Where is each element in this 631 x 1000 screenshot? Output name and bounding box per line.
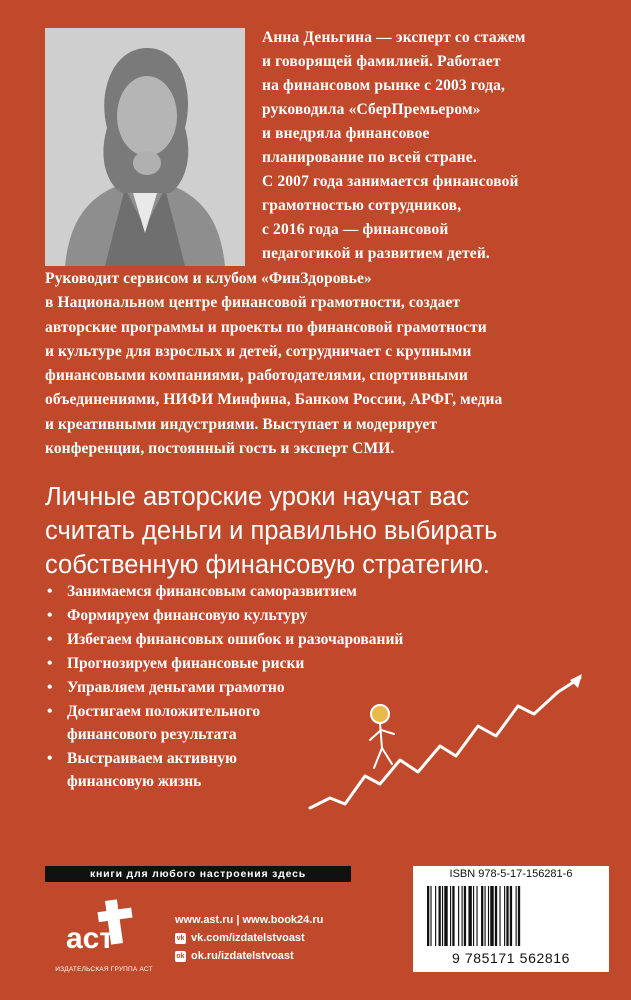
bio-line: на финансовом рынке с 2003 года, — [262, 77, 506, 94]
barcode-bar — [468, 886, 471, 946]
bullet-icon: • — [47, 703, 53, 720]
tagline — [45, 480, 615, 582]
list-item-text: Выстраиваем активную — [67, 750, 237, 767]
bio-line: финансовыми компаниями, работодателями, спортивными — [45, 367, 468, 385]
ok-icon: ok — [176, 952, 185, 960]
bio-line: С 2007 года занимается финансовой — [262, 173, 519, 190]
bio-line: Анна Деньгина — эксперт со стажем — [262, 29, 526, 46]
barcode-bar — [516, 886, 517, 946]
bio-line: и культуре для взрослых и детей, сотрудничает с крупными — [45, 342, 472, 360]
vk-icon: vk — [176, 934, 185, 942]
barcode-bar — [430, 886, 431, 946]
ok-link[interactable] — [175, 947, 323, 965]
bullet-icon: • — [47, 607, 53, 624]
list-item — [45, 628, 485, 651]
author-portrait-image — [45, 28, 245, 266]
barcode-bar — [450, 886, 451, 946]
tagline-line: собственную финансовую стратегию. — [45, 551, 490, 579]
growth-chart-illustration — [300, 668, 600, 818]
bullet-icon: • — [47, 583, 53, 600]
barcode-bar — [439, 886, 441, 946]
barcode-bar — [495, 886, 497, 946]
list-item-text: Формируем финансовую культуру — [67, 607, 308, 624]
bullet-icon: • — [47, 679, 53, 696]
promo-strip: книги для любого настроения здесь — [45, 866, 351, 882]
barcode-bar — [488, 886, 489, 946]
barcode-number: 9 785171 562816 — [452, 950, 570, 966]
barcode-bar — [464, 886, 466, 946]
barcode-bar — [473, 886, 474, 946]
bio-line: с 2016 года — финансовой — [262, 221, 449, 238]
barcode-bar — [476, 886, 477, 946]
list-item-text: Управляем деньгами грамотно — [67, 679, 285, 696]
bio-line: и внедряла финансовое — [262, 125, 430, 142]
barcode-bar — [506, 886, 508, 946]
author-bio-top — [262, 26, 607, 266]
barcode-bar — [452, 886, 454, 946]
list-item — [45, 580, 485, 603]
barcode-icon — [427, 886, 599, 952]
isbn-text: ISBN 978-5-17-156281-6 — [449, 868, 573, 880]
logo-text: аст — [66, 922, 115, 955]
bio-line: авторские программы и проекты по финансовой грамотности — [45, 318, 487, 336]
bio-line: и креативными индустриями. Выступает и модерирует — [45, 415, 438, 433]
list-item-text: Занимаемся финансовым саморазвитием — [67, 583, 357, 600]
bullet-icon: • — [47, 750, 53, 767]
websites-link[interactable] — [175, 911, 323, 929]
tagline-line: считать деньги и правильно выбирать — [45, 517, 498, 545]
list-item-text: Прогнозируем финансовые риски — [67, 655, 305, 672]
barcode-bar — [427, 886, 429, 946]
bio-line: планирование по всей стране. — [262, 149, 477, 166]
author-photo — [45, 28, 245, 266]
author-bio-bottom — [45, 267, 607, 461]
bio-line: объединениями, НИФИ Минфина, Банком России, АРФГ, медиа — [45, 391, 503, 409]
list-item-text-continued: финансового результата — [67, 726, 237, 743]
barcode-bar — [504, 886, 505, 946]
vk-text: vk.com/izdatelstvoast — [191, 932, 305, 944]
barcode-bar — [442, 886, 443, 946]
bio-line: в Национальном центре финансовой грамотности, создает — [45, 294, 461, 312]
bio-line: педагогикой и развитием детей. — [262, 245, 490, 262]
bio-line: грамотностью сотрудников, — [262, 197, 462, 214]
vk-link[interactable] — [175, 929, 323, 947]
bio-line: конференции, постоянный гость и эксперт СМИ. — [45, 440, 395, 458]
barcode-bar — [462, 886, 463, 946]
list-item-text: Избегаем финансовых ошибок и разочарований — [67, 631, 404, 648]
barcode-bar — [458, 886, 459, 946]
barcode-bar — [444, 886, 447, 946]
barcode-bar — [490, 886, 493, 946]
list-item-text: Достигаем положительного — [67, 703, 261, 720]
publisher-name: ИЗДАТЕЛЬСКАЯ ГРУППА АСТ — [55, 966, 153, 973]
bullet-icon: • — [47, 655, 53, 672]
bullet-icon: • — [47, 631, 53, 648]
ok-text: ok.ru/izdatelstvoast — [191, 950, 294, 962]
barcode-bar — [485, 886, 486, 946]
barcode-bar — [510, 886, 512, 946]
tagline-line: Личные авторские уроки научат вас — [45, 483, 470, 511]
ast-logo-icon — [62, 896, 142, 960]
barcode-box — [413, 866, 609, 972]
bio-line: руководила «СберПремьером» — [262, 101, 481, 118]
barcode-bar — [499, 886, 500, 946]
growth-line — [310, 678, 580, 808]
barcode-bar — [435, 886, 436, 946]
bio-line: и говорящей фамилией. Работает — [262, 53, 501, 70]
list-item — [45, 604, 485, 627]
bio-line: Руководит сервисом и клубом «ФинЗдоровье» — [45, 270, 372, 287]
stick-figure-icon — [370, 705, 394, 768]
publisher-links — [175, 911, 323, 965]
arrow-head-icon — [570, 674, 582, 688]
websites-text: www.ast.ru | www.book24.ru — [175, 914, 324, 926]
barcode-bar — [518, 886, 520, 946]
list-item-text-continued: финансовую жизнь — [67, 773, 202, 790]
barcode-bar — [481, 886, 483, 946]
